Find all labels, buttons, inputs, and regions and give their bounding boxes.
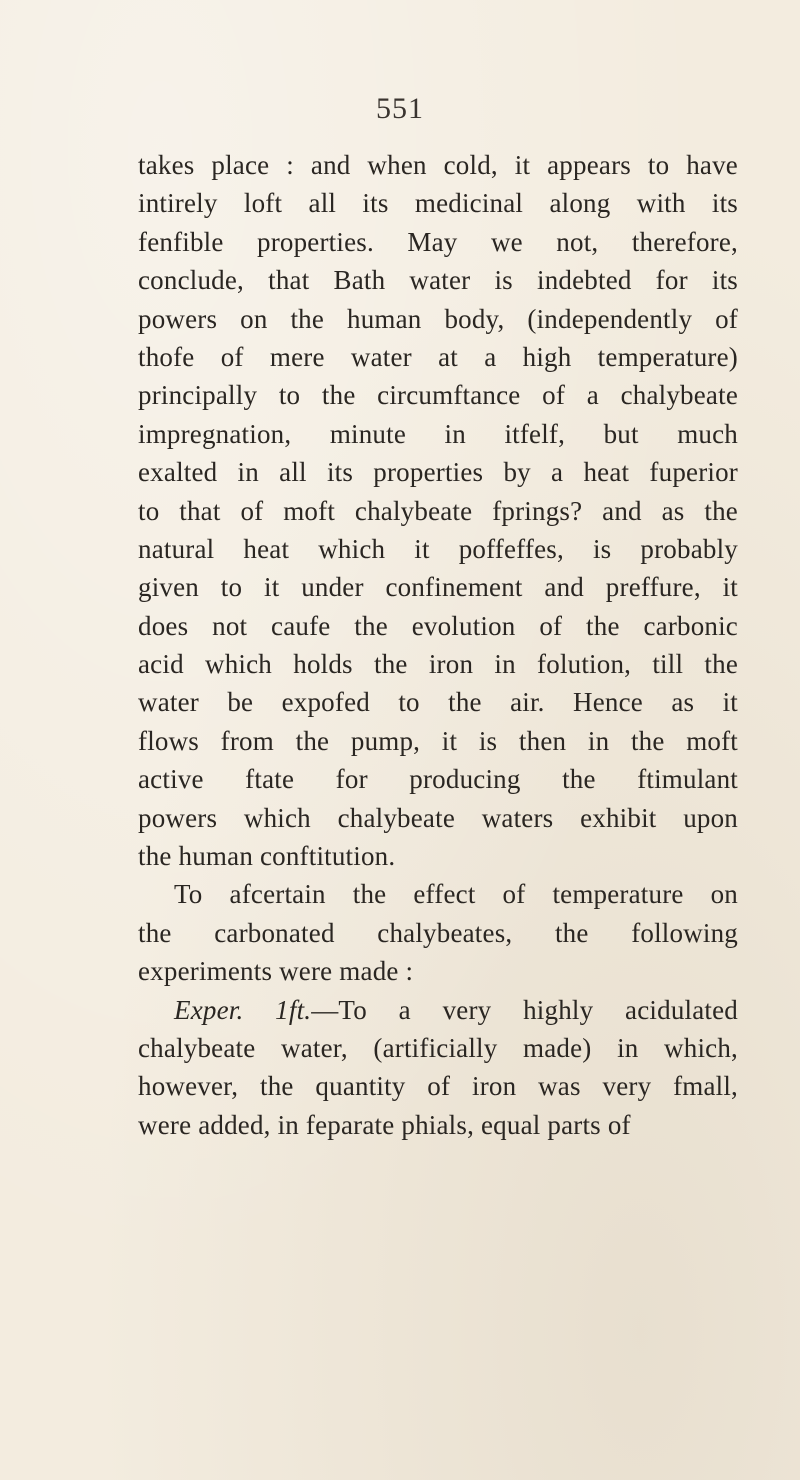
text-line: natural heat which it poffeffes, is probably <box>138 533 738 564</box>
text-line: To afcertain the effect of temperature on <box>174 879 738 910</box>
experiment-line <box>138 991 738 1029</box>
experiment-label: Exper. 1ft. <box>174 994 312 1025</box>
text-line: acid which holds the iron in folution, till the <box>138 649 738 680</box>
text-line: conclude, that Bath water is indebted for its <box>138 265 738 296</box>
text-line: were added, in feparate phials, equal parts of <box>138 1109 631 1140</box>
text-line: intirely loft all its medicinal along with its <box>138 188 738 219</box>
page-number: 551 <box>376 92 424 125</box>
text-line: fenfible properties. May we not, therefore, <box>138 226 738 257</box>
text-line: to that of moft chalybeate fprings? and as the <box>138 495 738 526</box>
text-line: exalted in all its properties by a heat fuperior <box>138 457 738 488</box>
body-text <box>138 146 738 1144</box>
text-line: impregnation, minute in itfelf, but much <box>138 418 738 449</box>
text-line: water be expofed to the air. Hence as it <box>138 687 738 718</box>
text-line: chalybeate water, (artificially made) in which, <box>138 1032 738 1063</box>
text-line: the carbonated chalybeates, the following <box>138 917 738 948</box>
text-line: takes place : and when cold, it appears to have <box>138 150 738 180</box>
text-line: powers which chalybeate waters exhibit upon <box>138 802 738 833</box>
experiment-text: —To a very highly acidulated <box>311 994 738 1025</box>
text-line: thofe of mere water at a high temperature) <box>138 341 738 372</box>
text-line: experiments were made : <box>138 956 414 987</box>
text-line: powers on the human body, (independently of <box>138 303 738 334</box>
text-line: however, the quantity of iron was very fmall, <box>138 1071 738 1102</box>
text-line: the human conftitution. <box>138 841 396 872</box>
text-line: given to it under confinement and preffure, it <box>138 572 738 603</box>
text-line: flows from the pump, it is then in the moft <box>138 725 738 756</box>
text-line: active ftate for producing the ftimulant <box>138 764 738 795</box>
text-line: does not caufe the evolution of the carbonic <box>138 610 738 641</box>
text-line: principally to the circumftance of a chalybeate <box>138 380 738 411</box>
